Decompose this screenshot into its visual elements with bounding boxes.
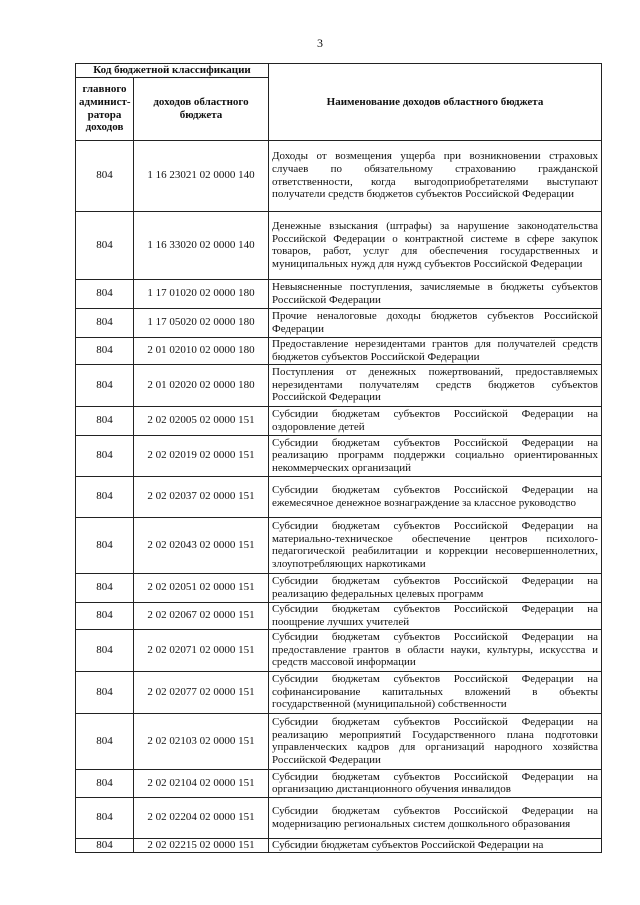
revenue-code-cell: 2 02 02005 02 0000 151 (134, 406, 269, 435)
admin-code-cell: 804 (76, 308, 134, 337)
revenue-name-cell: Субсидии бюджетам субъектов Российской Федерации на реализацию программ поддержки социально ориентированных некоммерческих организаций (269, 435, 602, 476)
admin-code-cell: 804 (76, 573, 134, 602)
budget-classification-table (75, 63, 602, 853)
table-row (76, 476, 602, 517)
revenue-code-cell: 2 02 02051 02 0000 151 (134, 573, 269, 602)
admin-code-cell: 804 (76, 517, 134, 573)
revenue-name-cell: Субсидии бюджетам субъектов Российской Федерации на модернизацию региональных систем дошкольного образования (269, 797, 602, 838)
table-row (76, 406, 602, 435)
table-row (76, 671, 602, 713)
revenue-name-cell: Доходы от возмещения ущерба при возникновении страховых случаев по обязательному страхованию гражданской ответственности, когда выгодоприобретателями выступают получатели средств бюджетов субъектов Российской Федерации (269, 140, 602, 211)
admin-code-cell: 804 (76, 713, 134, 769)
revenue-code-cell: 1 16 23021 02 0000 140 (134, 140, 269, 211)
admin-code-cell: 804 (76, 211, 134, 279)
table-row (76, 629, 602, 671)
revenue-code-cell: 2 02 02077 02 0000 151 (134, 671, 269, 713)
table-row (76, 308, 602, 337)
table-row (76, 279, 602, 308)
admin-code-cell: 804 (76, 435, 134, 476)
table-row (76, 140, 602, 211)
revenue-code-cell: 1 16 33020 02 0000 140 (134, 211, 269, 279)
admin-code-cell: 804 (76, 337, 134, 364)
revenue-name-cell: Субсидии бюджетам субъектов Российской Федерации на софинансирование капитальных вложений в объекты государственной (муниципальной) собственности (269, 671, 602, 713)
header-classification-code: Код бюджетной классификации (76, 64, 269, 78)
revenue-name-cell: Субсидии бюджетам субъектов Российской Федерации на (269, 838, 602, 852)
table-row (76, 517, 602, 573)
revenue-name-cell: Прочие неналоговые доходы бюджетов субъектов Российской Федерации (269, 308, 602, 337)
admin-code-cell: 804 (76, 629, 134, 671)
revenue-code-cell: 2 02 02215 02 0000 151 (134, 838, 269, 852)
header-main-administrator: главного админист-ратора доходов (76, 77, 134, 140)
table-row (76, 573, 602, 602)
table-body (76, 140, 602, 852)
header-name: Наименование доходов областного бюджета (269, 64, 602, 141)
revenue-name-cell: Денежные взыскания (штрафы) за нарушение законодательства Российской Федерации о контрактной системе в сфере закупок товаров, работ, услуг для обеспечения государственных и муниципальных нужд для нужд субъектов Российской Федерации (269, 211, 602, 279)
admin-code-cell: 804 (76, 797, 134, 838)
revenue-name-cell: Субсидии бюджетам субъектов Российской Федерации на реализацию мероприятий Государственного плана подготовки управленческих кадров для организаций народного хозяйства Российской Федерации (269, 713, 602, 769)
revenue-code-cell: 2 02 02104 02 0000 151 (134, 769, 269, 797)
table-row (76, 337, 602, 364)
table-row (76, 838, 602, 852)
admin-code-cell: 804 (76, 406, 134, 435)
admin-code-cell: 804 (76, 279, 134, 308)
revenue-code-cell: 2 02 02043 02 0000 151 (134, 517, 269, 573)
revenue-code-cell: 2 02 02037 02 0000 151 (134, 476, 269, 517)
admin-code-cell: 804 (76, 364, 134, 406)
table-row (76, 211, 602, 279)
table-row (76, 435, 602, 476)
revenue-name-cell: Субсидии бюджетам субъектов Российской Федерации на организацию дистанционного обучения инвалидов (269, 769, 602, 797)
admin-code-cell: 804 (76, 476, 134, 517)
revenue-name-cell: Субсидии бюджетам субъектов Российской Федерации на реализацию федеральных целевых программ (269, 573, 602, 602)
revenue-name-cell: Субсидии бюджетам субъектов Российской Федерации на материально-техническое обеспечение центров психолого-педагогической реабилитации и коррекции несовершеннолетних, злоупотребляющих наркотиками (269, 517, 602, 573)
revenue-name-cell: Поступления от денежных пожертвований, предоставляемых нерезидентами получателям средств бюджетов субъектов Российской Федерации (269, 364, 602, 406)
revenue-code-cell: 2 02 02071 02 0000 151 (134, 629, 269, 671)
revenue-name-cell: Субсидии бюджетам субъектов Российской Федерации на поощрение лучших учителей (269, 602, 602, 629)
revenue-code-cell: 1 17 01020 02 0000 180 (134, 279, 269, 308)
revenue-code-cell: 2 02 02067 02 0000 151 (134, 602, 269, 629)
table-row (76, 713, 602, 769)
admin-code-cell: 804 (76, 769, 134, 797)
revenue-name-cell: Субсидии бюджетам субъектов Российской Федерации на оздоровление детей (269, 406, 602, 435)
revenue-name-cell: Невыясненные поступления, зачисляемые в бюджеты субъектов Российской Федерации (269, 279, 602, 308)
revenue-name-cell: Субсидии бюджетам субъектов Российской Федерации на предоставление грантов в области науки, культуры, искусства и средств массовой информации (269, 629, 602, 671)
table-header (76, 64, 602, 141)
revenue-code-cell: 2 01 02010 02 0000 180 (134, 337, 269, 364)
revenue-code-cell: 2 02 02204 02 0000 151 (134, 797, 269, 838)
revenue-name-cell: Субсидии бюджетам субъектов Российской Федерации на ежемесячное денежное вознаграждение за классное руководство (269, 476, 602, 517)
header-revenue-code: доходов областного бюджета (134, 77, 269, 140)
revenue-name-cell: Предоставление нерезидентами грантов для получателей средств бюджетов субъектов Российской Федерации (269, 337, 602, 364)
page-number: 3 (317, 36, 323, 50)
table-row (76, 364, 602, 406)
table-row (76, 769, 602, 797)
revenue-code-cell: 1 17 05020 02 0000 180 (134, 308, 269, 337)
table-row (76, 797, 602, 838)
revenue-code-cell: 2 02 02103 02 0000 151 (134, 713, 269, 769)
admin-code-cell: 804 (76, 602, 134, 629)
revenue-code-cell: 2 02 02019 02 0000 151 (134, 435, 269, 476)
admin-code-cell: 804 (76, 838, 134, 852)
revenue-code-cell: 2 01 02020 02 0000 180 (134, 364, 269, 406)
admin-code-cell: 804 (76, 671, 134, 713)
admin-code-cell: 804 (76, 140, 134, 211)
table-row (76, 602, 602, 629)
